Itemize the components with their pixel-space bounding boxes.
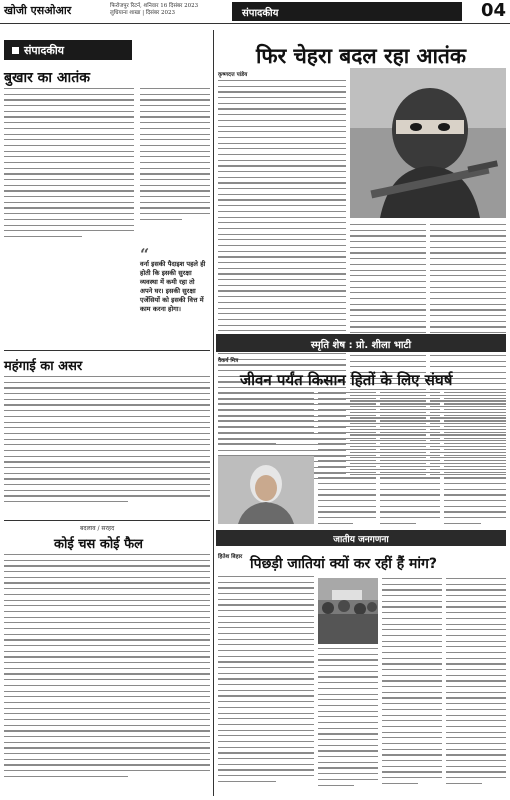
main-headline: फिर चेहरा बदल रहा आतंक <box>255 44 467 68</box>
smriti-body-col3 <box>380 392 440 524</box>
article-title-fever: बुखार का आतंक <box>4 70 90 86</box>
section-label: संपादकीय <box>232 2 462 21</box>
page-number: 04 <box>480 0 506 21</box>
jatiya-body-col3 <box>382 578 442 796</box>
jatiya-body-col4 <box>446 578 506 796</box>
jatiya-body-col2 <box>318 648 378 796</box>
portrait-photo <box>218 456 314 524</box>
masked-militant-photo <box>350 68 506 218</box>
dateline-secondary: लुधियाना शाखा | दिसंबर 2023 <box>110 10 176 16</box>
article-body-fever <box>4 88 134 258</box>
editorial-column-header <box>4 40 132 60</box>
quote-mark-icon: “ <box>140 245 150 264</box>
masthead <box>0 0 510 24</box>
article-body-fever-col2 <box>140 88 210 243</box>
divider <box>4 520 210 521</box>
smriti-body-intro <box>218 392 314 452</box>
main-byline: कृष्णदत्त पांडेय <box>218 72 248 78</box>
pull-quote <box>140 245 208 314</box>
newspaper-brand: खोजी एसओआर <box>4 4 72 17</box>
column-divider <box>213 30 214 796</box>
article-kicker: बदलाव / सरहद <box>80 525 115 532</box>
pull-quote-text: वर्ना इसकी पैदाइश पहले ही होती कि इसकी सुरक्षा व्यवस्था में कमी रहा तो अपने घर। इसकी सुरक्षा एजेंसियों को इसकी वित्त में काम करना होगा। <box>140 260 206 313</box>
jatiya-headline: पिछड़ी जातियां क्यों कर रहीं हैं मांग? <box>250 556 438 572</box>
divider <box>4 350 210 351</box>
dateline <box>110 3 230 17</box>
smriti-body-col2 <box>318 392 376 524</box>
editorial-header-label: संपादकीय <box>24 44 65 57</box>
crowd-photo <box>318 578 378 644</box>
jatiya-band: जातीय जनगणना <box>216 530 506 546</box>
smriti-body-col4 <box>444 392 506 524</box>
smriti-headline: जीवन पर्यंत किसान हितों के लिए संघर्ष <box>240 371 453 389</box>
smriti-shesh-band: स्मृति शेष : प्रो. शीला भाटी <box>216 334 506 352</box>
jatiya-byline: हितेश बिहार <box>218 554 243 560</box>
jatiya-body-col1 <box>218 576 314 796</box>
article-body-inflation <box>4 376 210 512</box>
dateline-primary: फिरोजपुर रिटर्न, शनिवार 16 दिसंबर 2023 <box>110 3 199 9</box>
square-bullet-icon <box>12 47 19 54</box>
article-title-3: कोई चस कोई फैल <box>54 537 143 552</box>
smriti-byline: वैकर्य मित्र <box>218 358 239 364</box>
article-title-inflation: महंगाई का असर <box>4 359 83 374</box>
article-body-3 <box>4 554 210 794</box>
